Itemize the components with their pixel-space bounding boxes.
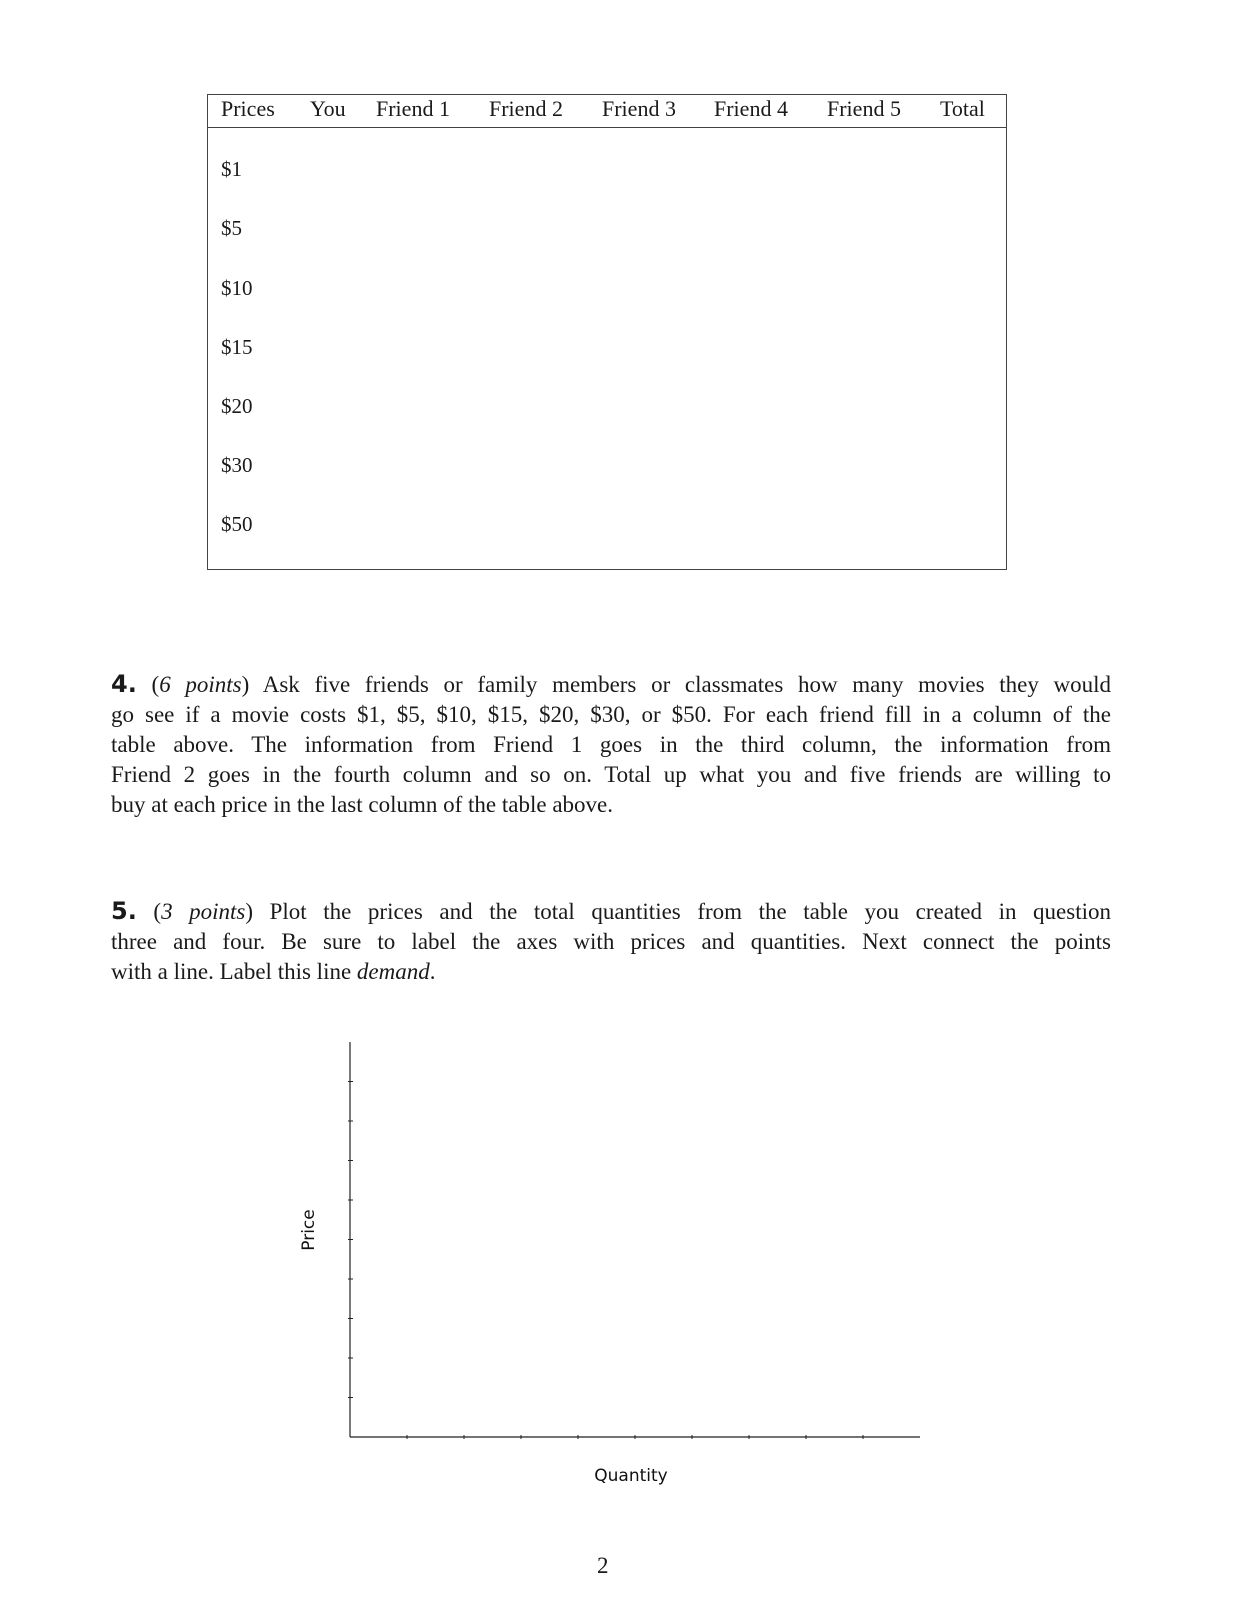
price-row-label: $15 [221,335,253,359]
question-line: buy at each price in the last column of the table above. [111,792,613,817]
question-line: 4. (6 points) Ask five friends or family members or classmates how many movies they would [111,670,1112,698]
question-text: Plot the prices and the total quantities from the table you created in question [269,899,1111,924]
header-friend-5: Friend 5 [827,96,901,121]
price-row-label: $10 [221,276,253,300]
header-friend-1: Friend 1 [376,96,450,121]
page-number: 2 [597,1553,609,1578]
question-text: with a line. Label this line [111,959,352,984]
question-text: Ask five friends or family members or classmates how many movies they would [262,672,1112,697]
header-friend-3: Friend 3 [602,96,676,121]
price-row-label: $1 [221,157,242,181]
header-prices: Prices [221,96,275,121]
question-line: 5. (3 points) Plot the prices and the total quantities from the table you created in question [111,897,1111,925]
price-row-label: $30 [221,453,253,477]
question-line: Friend 2 goes in the fourth column and so on. Total up what you and five friends are willing to [111,762,1111,787]
header-friend-2: Friend 2 [489,96,563,121]
question-number: 4. [111,670,137,698]
header-you: You [310,96,346,121]
price-row-label: $5 [221,216,242,240]
question-line: table above. The information from Friend 1 goes in the third column, the information from [111,732,1111,757]
demand-emphasis: demand [356,959,430,984]
question-line: go see if a movie costs $1, $5, $10, $15, $20, $30, or $50. For each friend fill in a column of the [111,702,1111,727]
question-number: 5. [111,897,137,925]
header-total: Total [940,96,985,121]
question-line: three and four. Be sure to label the axes with prices and quantities. Next connect the points [111,929,1111,954]
question-text: . [429,959,436,984]
price-row-label: $50 [221,512,253,536]
question-points: 3 points [161,899,246,924]
price-row-label: $20 [221,394,253,418]
ticks [348,1082,863,1440]
question-points: 6 points [159,672,242,697]
axes [350,1042,920,1437]
header-friend-4: Friend 4 [714,96,788,121]
y-axis-label: Price [299,1209,319,1251]
x-axis-label: Quantity [594,1466,668,1486]
